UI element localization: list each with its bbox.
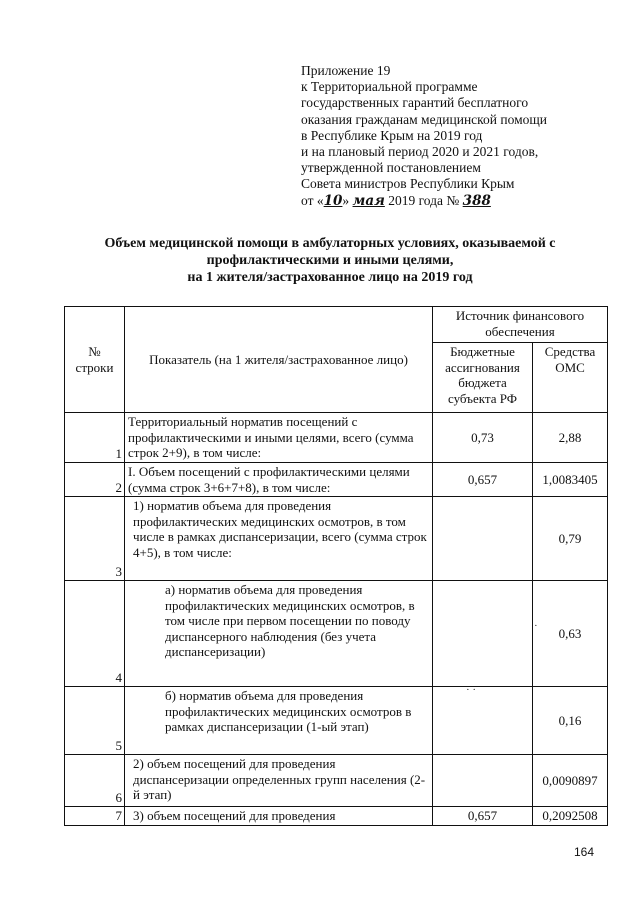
row-indicator: б) норматив объема для проведения профилактических медицинских осмотров в рамках диспансеризации (1-ый этап) [125,687,433,755]
table-row [65,463,608,497]
appendix-line: утвержденной постановлением [301,160,481,176]
row-indicator: 1) норматив объема для проведения профилактических медицинских осмотров, в том числе в рамках диспансеризации, всего (сумма строк 4+5), в том числе: [125,497,433,581]
appendix-line: Приложение 19 [301,63,391,78]
row-oms: 0,2092508 [533,807,608,826]
row-number: 3 [65,497,125,581]
row-budget [433,581,533,687]
scan-speck: · · [466,684,477,696]
row-budget: 0,657 [433,807,533,826]
date-day: 10 [323,192,343,209]
row-budget: 0,657 [433,463,533,497]
row-budget [433,687,533,755]
appendix-date-line [301,193,621,209]
document-title [60,235,600,286]
header-budget: Бюджетные ассигнования бюджета субъекта РФ [433,343,533,413]
row-number: 7 [65,807,125,826]
appendix-line: к Территориальной программе [301,79,478,95]
header-oms: Средства ОМС [533,343,608,413]
table-row [65,413,608,463]
header-row-no: № строки [65,307,125,413]
volume-table [64,306,608,826]
row-number: 1 [65,413,125,463]
appendix-block [301,63,621,209]
title-line-1: Объем медицинской помощи в амбулаторных условиях, оказываемой с [104,236,556,251]
row-oms: 0,0090897 [533,755,608,807]
row-oms: 1,0083405 [533,463,608,497]
title-line-3: на 1 жителя/застрахованное лицо на 2019 год [187,270,473,285]
date-suffix: 2019 года № [384,192,463,208]
table-row [65,687,608,755]
appendix-line: оказания гражданам медицинской помощи [301,111,548,127]
scan-speck: · [534,620,538,632]
table-row [65,497,608,581]
title-line-2: профилактическими и иными целями, [206,253,454,268]
row-indicator: 2) объем посещений для проведения диспансеризации определенных групп населения (2-й этап) [125,755,433,807]
row-number: 4 [65,581,125,687]
date-month: мая [352,192,385,209]
row-indicator: а) норматив объема для проведения профилактических медицинских осмотров, в том числе при первом посещении по поводу диспансерного наблюдения (без учета диспансеризации) [125,581,433,687]
row-number: 2 [65,463,125,497]
table-row [65,581,608,687]
header-indicator: Показатель (на 1 жителя/застрахованное лицо) [125,307,433,413]
row-indicator: I. Объем посещений с профилактическими целями (сумма строк 3+6+7+8), в том числе: [125,463,433,497]
row-budget [433,755,533,807]
row-number: 6 [65,755,125,807]
row-number: 5 [65,687,125,755]
row-indicator: Территориальный норматив посещений с профилактическими и иными целями, всего (сумма строк 2+9), в том числе: [125,413,433,463]
table-row [65,807,608,826]
page-number: 164 [574,845,595,859]
doc-number: 388 [462,192,491,209]
row-budget: 0,73 [433,413,533,463]
date-prefix: от « [301,192,324,208]
row-budget [433,497,533,581]
row-indicator: 3) объем посещений для проведения [125,807,433,826]
appendix-line: государственных гарантий бесплатного [301,95,529,111]
appendix-line: в Республике Крым на 2019 год [301,127,483,143]
row-oms: 0,63 [533,581,608,687]
row-oms: 0,16 [533,687,608,755]
appendix-line: Совета министров Республики Крым [301,176,515,192]
row-oms: 0,79 [533,497,608,581]
row-oms: 2,88 [533,413,608,463]
header-source: Источник финансового обеспечения [433,307,608,343]
date-mid: » [342,192,353,208]
appendix-line: и на плановый период 2020 и 2021 годов, [301,144,539,160]
table-row [65,755,608,807]
